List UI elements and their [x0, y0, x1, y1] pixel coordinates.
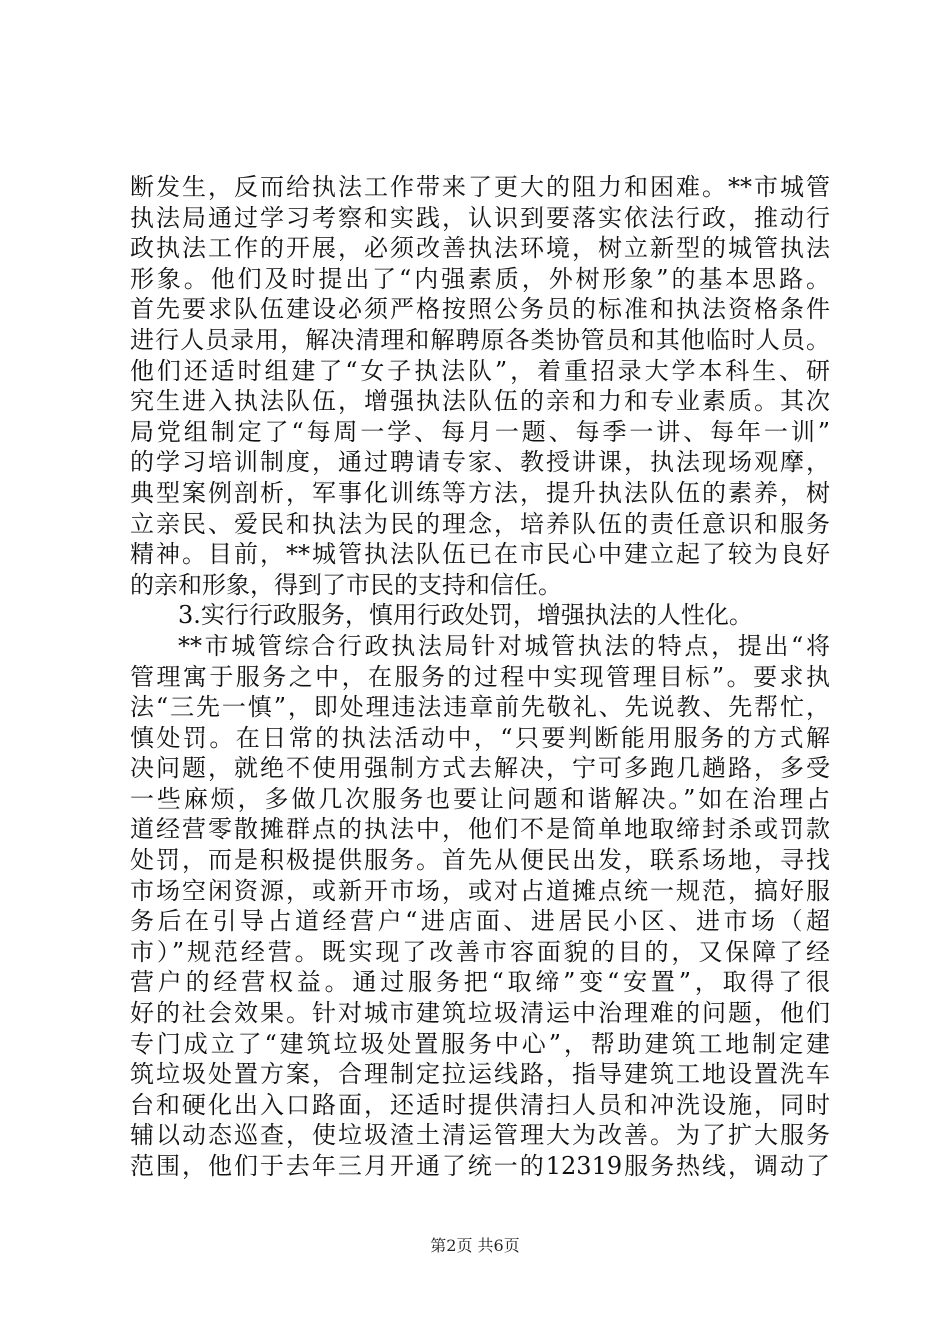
text-line: 执法局通过学习考察和实践，认识到要落实依法行政，推动行 [130, 203, 830, 232]
text-line: 慎处罚。在日常的执法活动中，“只要判断能用服务的方式解 [130, 723, 830, 752]
text-line: 法“三先一慎”，即处理违法违章前先敬礼、先说教、先帮忙， [130, 693, 830, 722]
text-line: 进行人员录用，解决清理和解聘原各类协管员和其他临时人员。 [130, 325, 830, 354]
text-line: **市城管综合行政执法局针对城管执法的特点，提出“将 [178, 631, 830, 660]
text-line: 究生进入执法队伍，增强执法队伍的亲和力和专业素质。其次 [130, 387, 830, 416]
text-line: 市）”规范经营。既实现了改善市容面貌的目的，又保障了经 [130, 937, 830, 966]
text-line: 辅以动态巡查，使垃圾渣土清运管理大为改善。为了扩大服务 [130, 1121, 830, 1150]
text-line: 处罚，而是积极提供服务。首先从便民出发，联系场地，寻找 [130, 846, 830, 875]
text-line: 典型案例剖析，军事化训练等方法，提升执法队伍的素养，树 [130, 478, 830, 507]
text-line: 首先要求队伍建设必须严格按照公务员的标准和执法资格条件 [130, 295, 830, 324]
text-line: 决问题，就绝不使用强制方式去解决，宁可多跑几趟路，多受 [130, 754, 830, 783]
text-line: 道经营零散摊群点的执法中，他们不是简单地取缔封杀或罚款 [130, 815, 830, 844]
text-line: 断发生，反而给执法工作带来了更大的阻力和困难。**市城管 [130, 173, 830, 201]
text-line: 范围，他们于去年三月开通了统一的12319服务热线，调动了 [130, 1152, 830, 1180]
text-line: 他们还适时组建了“女子执法队”，着重招录大学本科生、研 [130, 356, 830, 385]
text-line: 形象。他们及时提出了“内强素质，外树形象”的基本思路。 [130, 264, 830, 293]
text-line: 的亲和形象，得到了市民的支持和信任。 [130, 570, 562, 599]
text-line: 市场空闲资源，或新开市场，或对占道摊点统一规范，搞好服 [130, 876, 830, 905]
text-line: 好的社会效果。针对城市建筑垃圾清运中治理难的问题，他们 [130, 999, 830, 1028]
text-line: 专门成立了“建筑垃圾处置服务中心”，帮助建筑工地制定建 [130, 1029, 830, 1058]
text-line: 管理寓于服务之中，在服务的过程中实现管理目标”。要求执 [130, 662, 830, 691]
text-line: 的学习培训制度，通过聘请专家、教授讲课，执法现场观摩， [130, 448, 830, 477]
text-line: 筑垃圾处置方案，合理制定拉运线路，指导建筑工地设置洗车 [130, 1060, 830, 1089]
text-line: 局党组制定了“每周一学、每月一题、每季一讲、每年一训” [130, 417, 830, 446]
text-line: 政执法工作的开展，必须改善执法环境，树立新型的城管执法 [130, 234, 830, 263]
page-footer: 第2页 共6页 [430, 1236, 520, 1255]
text-line: 立亲民、爱民和执法为民的理念，培养队伍的责任意识和服务 [130, 509, 830, 538]
section-heading: 3.实行行政服务，慎用行政处罚，增强执法的人性化。 [178, 601, 753, 630]
text-line: 营户的经营权益。通过服务把“取缔”变“安置”，取得了很 [130, 968, 830, 997]
text-line: 台和硬化出入口路面，还适时提供清扫人员和冲洗设施，同时 [130, 1090, 830, 1119]
text-line: 务后在引导占道经营户“进店面、进居民小区、进市场（超 [130, 907, 830, 936]
body-text [130, 172, 830, 1182]
text-line: 精神。目前，**城管执法队伍已在市民心中建立起了较为良好 [130, 540, 830, 569]
text-line: 一些麻烦，多做几次服务也要让问题和谐解决。”如在治理占 [130, 784, 830, 813]
